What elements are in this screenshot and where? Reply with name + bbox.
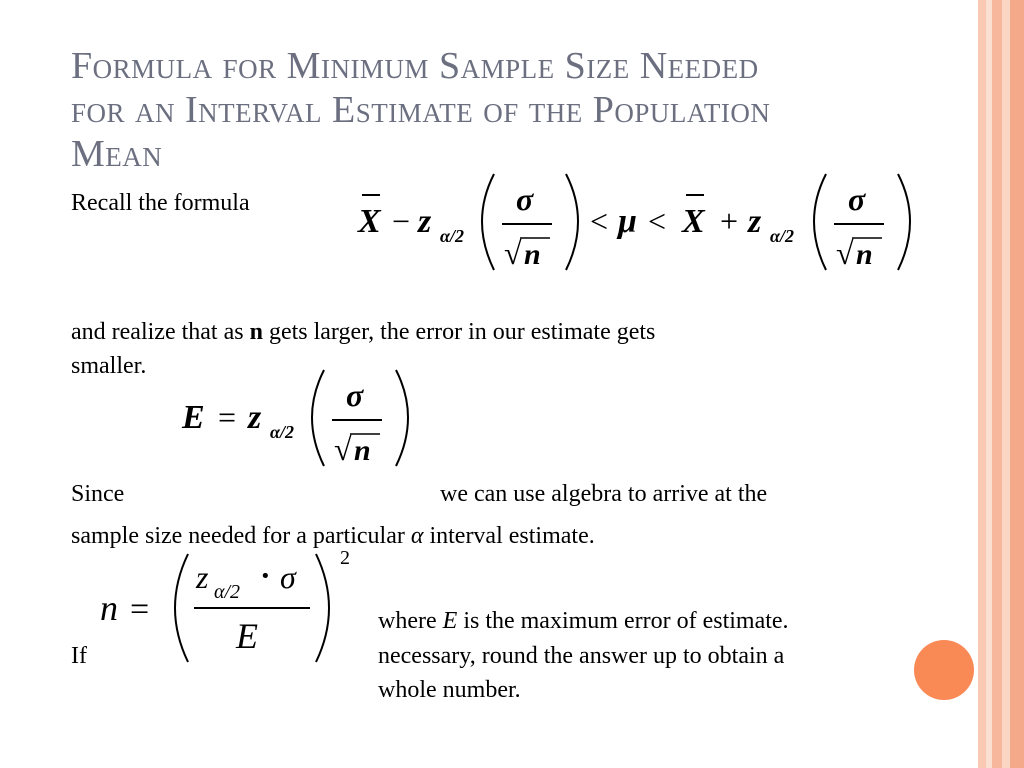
alpha-half-subscript: α/2	[214, 581, 241, 603]
sample-post: interval estimate.	[423, 523, 595, 549]
alpha-symbol: α	[410, 523, 424, 549]
xbar-symbol: X	[682, 203, 705, 240]
sqrt-symbol: √	[334, 431, 352, 467]
e-symbol: E	[236, 616, 258, 656]
sample-size-text	[71, 522, 595, 550]
where-post: is the maximum error of estimate.	[457, 608, 789, 634]
z-symbol: z	[748, 203, 762, 240]
less-than-sign: <	[590, 203, 609, 239]
since-text: Since	[71, 481, 125, 507]
sample-size-formula	[100, 548, 362, 668]
plus-sign: +	[720, 203, 739, 239]
realize-n-bold: n	[249, 319, 263, 345]
equals-sign: =	[218, 399, 237, 435]
realize-pre: and realize that as	[71, 319, 250, 345]
sigma-symbol: σ	[280, 559, 296, 595]
less-than-sign: <	[648, 203, 667, 239]
if-text: If	[71, 643, 87, 669]
whole-number-text: whole number.	[378, 677, 521, 703]
recall-text: Recall the formula	[71, 190, 250, 216]
border-stripe	[978, 0, 986, 768]
sigma-symbol: σ	[346, 377, 364, 413]
algebra-text: we can use algebra to arrive at the	[440, 481, 768, 507]
n-symbol: n	[524, 238, 541, 271]
sigma-symbol: σ	[848, 181, 866, 217]
mu-symbol: μ	[618, 203, 637, 240]
necessary-text: necessary, round the answer up to obtain a	[378, 643, 785, 669]
dot-operator: ·	[260, 557, 271, 593]
e-symbol: E	[182, 399, 205, 436]
alpha-half-subscript: α/2	[270, 422, 294, 442]
minus-sign: −	[392, 203, 411, 239]
border-stripe	[1010, 0, 1024, 768]
n-symbol: n	[856, 238, 873, 271]
title-line-3: Mean	[71, 133, 163, 175]
sqrt-symbol: √	[504, 235, 522, 271]
error-formula	[178, 364, 418, 474]
smaller-text: smaller.	[71, 353, 147, 379]
n-symbol: n	[100, 588, 118, 628]
realize-text	[71, 318, 655, 346]
where-pre: where	[378, 608, 443, 634]
exponent-two: 2	[340, 548, 350, 569]
title-line-2: for an Interval Estimate of the Population	[71, 89, 771, 131]
decorative-circle	[914, 640, 974, 700]
z-symbol: z	[196, 559, 209, 595]
where-e: E	[442, 608, 458, 634]
border-stripe	[992, 0, 1002, 768]
title-line-1: Formula for Minimum Sample Size Needed	[71, 45, 759, 87]
n-symbol: n	[354, 434, 371, 467]
z-symbol: z	[418, 203, 432, 240]
alpha-half-subscript: α/2	[770, 226, 794, 246]
z-symbol: z	[248, 399, 262, 436]
confidence-interval-formula	[352, 168, 922, 278]
alpha-half-subscript: α/2	[440, 226, 464, 246]
slide-title	[71, 44, 971, 176]
equals-sign: =	[130, 591, 150, 628]
realize-post: gets larger, the error in our estimate gets	[262, 319, 656, 345]
sigma-symbol: σ	[516, 181, 534, 217]
sample-pre: sample size needed for a particular	[71, 523, 411, 549]
where-text	[378, 607, 789, 635]
border-stripe	[1002, 0, 1010, 768]
sqrt-symbol: √	[836, 235, 854, 271]
xbar-symbol: X	[358, 203, 381, 240]
